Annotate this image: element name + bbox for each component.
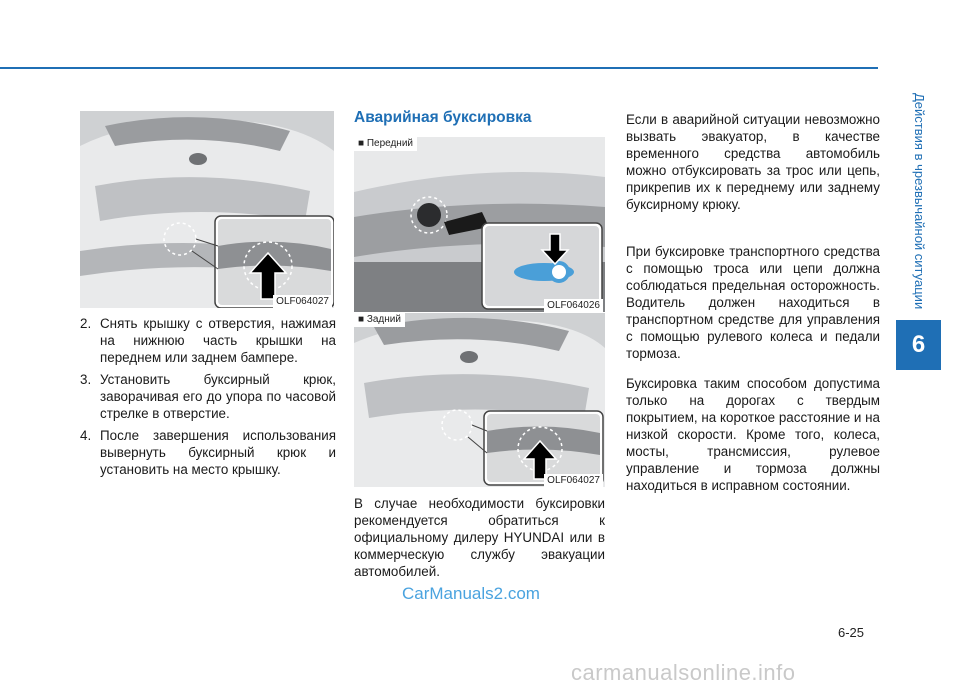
rear-bumper-figure bbox=[80, 111, 334, 308]
list-item bbox=[80, 427, 336, 478]
chapter-title: Действия в чрезвычайной ситуации bbox=[912, 92, 927, 310]
front-hook-illustration bbox=[354, 137, 605, 312]
figure-label: ■ Передний bbox=[354, 137, 417, 151]
rear-hook-illustration bbox=[354, 313, 605, 487]
footer-watermark: carmanualsonline.info bbox=[571, 660, 796, 685]
step-text: После завершения использования вывернуть буксирный крюк и установить на место крышку. bbox=[100, 428, 336, 477]
figure-code: OLF064026 bbox=[544, 299, 603, 312]
figure-label: ■ Задний bbox=[354, 313, 405, 327]
rear-bumper-illustration bbox=[80, 111, 334, 308]
paragraph-3: Буксировка таким способом допустима только на дорогах с твердым покрытием, на короткое расстояние и на низкой скорости. Кроме того, колеса, мосты, трансмиссия, рулевое управление и тормоза должны находиться в исправном состоянии. bbox=[626, 376, 880, 493]
header-rule bbox=[0, 67, 878, 69]
chapter-number: 6 bbox=[911, 331, 926, 358]
rear-hook-figure bbox=[354, 313, 605, 487]
section-heading: Аварийная буксировка bbox=[354, 109, 532, 126]
page-number: 6-25 bbox=[838, 625, 865, 640]
dealer-paragraph: В случае необходимости буксировки рекомендуется обратиться к официальному дилеру HYUNDAI или в коммерческую службу эвакуации автомобилей. bbox=[354, 496, 605, 579]
paragraph-1: Если в аварийной ситуации невозможно вызвать эвакуатор, в качестве временного средства автомобиль можно отбуксировать за трос или цепь, прикрепив их к переднему или заднему буксирному крюку. bbox=[626, 112, 880, 212]
step-text: Снять крышку с отверстия, нажимая на нижнюю часть крышки на переднем или заднем бампере. bbox=[100, 316, 336, 365]
paragraph-2: При буксировке транспортного средства с помощью троса или цепи должна соблюдаться предельная осторожность. Водитель должен находиться в транспортном средстве для управления с помощью рулевого колеса и педали тормоза. bbox=[626, 244, 880, 361]
list-item bbox=[80, 371, 336, 422]
list-item bbox=[80, 315, 336, 366]
figure-code: OLF064027 bbox=[544, 474, 603, 487]
front-hook-figure bbox=[354, 137, 605, 312]
figure-code: OLF064027 bbox=[273, 295, 332, 308]
step-number: 3. bbox=[80, 372, 92, 387]
steps-list bbox=[80, 315, 336, 483]
watermark-link[interactable]: CarManuals2.com bbox=[402, 584, 540, 603]
step-number: 4. bbox=[80, 428, 92, 443]
chapter-tab[interactable] bbox=[896, 320, 941, 370]
step-text: Установить буксирный крюк, заворачивая его до упора по часовой стрелке в отверстие. bbox=[100, 372, 336, 421]
step-number: 2. bbox=[80, 316, 92, 331]
